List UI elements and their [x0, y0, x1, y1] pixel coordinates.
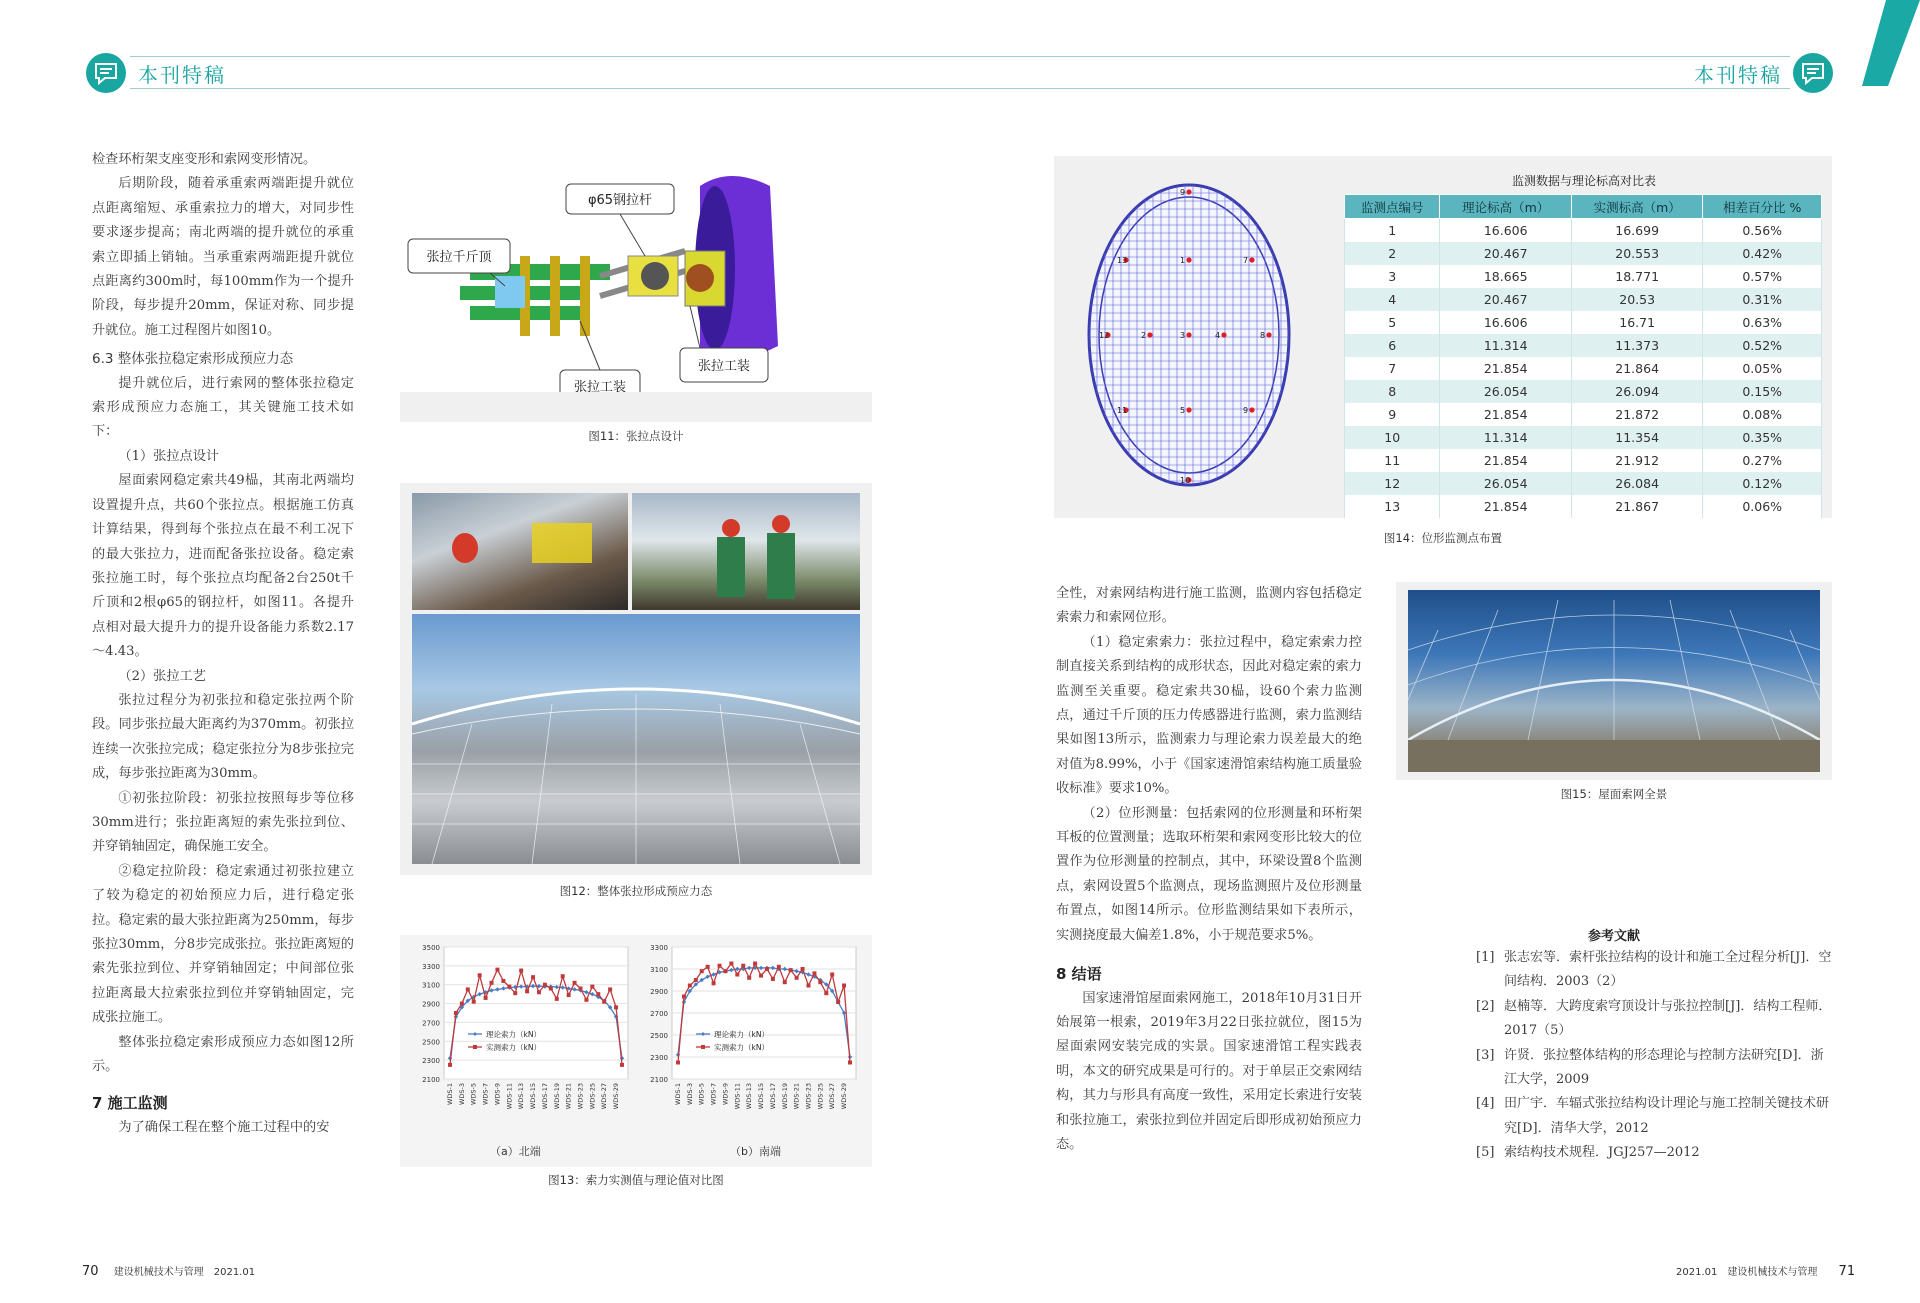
subheading: （1）张拉点设计: [118, 448, 220, 464]
table-cell: 21.854: [1440, 403, 1571, 426]
reference-number: [3]: [1476, 1047, 1495, 1063]
x-tick-label: WDS-27: [600, 1083, 609, 1110]
table-row: [1345, 380, 1822, 403]
table-cell: 18.665: [1440, 265, 1571, 288]
table-row: [1345, 219, 1822, 243]
table-cell: 26.094: [1571, 380, 1702, 403]
table-row: [1345, 357, 1822, 380]
data-point-measured: [507, 985, 511, 989]
table-cell: 4: [1345, 288, 1440, 311]
page-number-right: 71: [1838, 1264, 1856, 1279]
table-cell: 8: [1345, 380, 1440, 403]
table-cell: 0.15%: [1703, 380, 1822, 403]
data-point-measured: [573, 981, 577, 985]
data-point-measured: [747, 976, 751, 980]
table-cell: 11.314: [1440, 334, 1571, 357]
table-row: [1345, 426, 1822, 449]
page-number-left: 70: [82, 1264, 99, 1279]
table-cell: 16.606: [1440, 311, 1571, 334]
figure-15-caption: 图15：屋面索网全景: [1560, 787, 1668, 801]
x-tick-label: WDS-25: [588, 1083, 597, 1110]
table-cell: 5: [1345, 311, 1440, 334]
table-cell: 26.054: [1440, 380, 1571, 403]
section-heading: 8 结语: [1056, 965, 1102, 984]
table-cell: 20.467: [1440, 288, 1571, 311]
table-cell: 21.854: [1440, 495, 1571, 518]
x-tick-label: WDS-11: [733, 1083, 742, 1110]
x-tick-label: WDS-21: [564, 1083, 573, 1110]
left-text-column: [92, 148, 354, 1140]
monitoring-point: [1266, 332, 1271, 337]
table-header: 理论标高（m）: [1440, 195, 1571, 219]
table-header: 相差百分比 %: [1703, 195, 1822, 219]
x-tick-label: WDS-1: [674, 1083, 682, 1106]
reference-text: 张志宏等．索杆张拉结构的设计和施工全过程分析[J]．空间结构．2003（2）: [1504, 950, 1832, 990]
monitoring-point-label: 5: [1180, 406, 1186, 415]
data-point-measured: [531, 975, 535, 979]
data-point-measured: [848, 1061, 852, 1065]
y-tick-label: 2500: [650, 1032, 668, 1040]
legend-label: 理论索力（kN）: [714, 1030, 769, 1039]
x-tick-label: WDS-27: [828, 1083, 837, 1110]
legend-marker: [473, 1045, 477, 1049]
y-tick-label: 2500: [422, 1038, 440, 1047]
label-jack: 张拉千斤顶: [426, 250, 492, 265]
data-point-measured: [495, 968, 499, 972]
table-cell: 10: [1345, 426, 1440, 449]
data-point-measured: [795, 976, 799, 980]
label-tool-1: 张拉工装: [573, 380, 627, 392]
table-row: [1345, 242, 1822, 265]
paragraph: 后期阶段，随着承重索两端距提升就位点距离缩短、承重索拉力的增大，对同步性要求逐步提高；南北两端的提升就位的承重索立即插上销轴。当承重索两端距提升就位点距离约300m时，每100mm作为一个提升阶段，每步提升20mm，保证对称、同步提升就位。施工过程图片如图10。: [92, 176, 354, 338]
monitoring-point: [1249, 257, 1254, 262]
data-point-measured: [519, 969, 523, 973]
x-tick-label: WDS-7: [709, 1083, 718, 1106]
monitoring-point: [1186, 257, 1191, 262]
data-point-measured: [830, 973, 834, 977]
paragraph: （1）稳定索索力：张拉过程中，稳定索索力控制直接关系到结构的成形状态，因此对稳定索的索力监测至关重要。稳定索共30榀，设60个索力监测点，通过千斤顶的压力传感器进行监测，索力监测结果如图13所示，监测索力与理论索力误差最大的绝对值为8.99%，小于《国家速滑馆索结构施工质量验收标准》要求10%。: [1056, 634, 1362, 797]
figure-13-caption: 图13：索力实测值与理论值对比图: [548, 1173, 724, 1187]
table-cell: 0.27%: [1703, 449, 1822, 472]
paragraph: 全性，对索网结构进行施工监测，监测内容包括稳定索索力和索网位形。: [1056, 586, 1362, 626]
table-cell: 0.52%: [1703, 334, 1822, 357]
data-point-measured: [694, 978, 698, 982]
table-cell: 0.56%: [1703, 219, 1822, 243]
paragraph: 屋面索网稳定索共49榀，其南北两端均设置提升点，共60个张拉点。根据施工仿真计算结果，得到每个张拉点在最不利工况下的最大张拉力，进而配备张拉设备。稳定索张拉施工时，每个张拉点均配备2台250t千斤顶和2根φ65的钢拉杆，如图11。各提升点相对最大提升力的提升设备能力系数2.17～4.43。: [92, 473, 354, 660]
figure-14: [1054, 156, 1832, 518]
references-title: 参考文献: [1587, 929, 1640, 944]
header-title-right: 本刊特稿: [1694, 63, 1782, 87]
monitoring-point: [1186, 332, 1191, 337]
table-cell: 20.467: [1440, 242, 1571, 265]
chart-south: [636, 939, 864, 1139]
table-cell: 26.084: [1571, 472, 1702, 495]
reference-text: 索结构技术规程．JGJ257—2012: [1504, 1145, 1700, 1161]
x-tick-label: WDS-9: [493, 1083, 502, 1106]
plot-area: [444, 947, 628, 1079]
data-point-measured: [513, 991, 517, 995]
table-cell: 11: [1345, 449, 1440, 472]
reference-text: 许贤．张拉整体结构的形态理论与控制方法研究[D]．浙江大学，2009: [1504, 1047, 1824, 1088]
paragraph: （2）位形测量：包括索网的位形测量和环桁架耳板的位置测量；选取环桁架和索网变形比较大的位置作为位形测量的控制点，其中，环梁设置8个监测点，索网设置5个监测点，现场监测照片及位形测量布置点，如图14所示。位形监测结果如下表所示，实测挠度最大偏差1.8%，小于规范要求5%。: [1056, 805, 1362, 943]
monitoring-point-label: 8: [1260, 331, 1266, 340]
table-cell: 7: [1345, 357, 1440, 380]
table-cell: 26.054: [1440, 472, 1571, 495]
legend-marker: [701, 1045, 705, 1049]
table-cell: 11.354: [1571, 426, 1702, 449]
data-point-measured: [729, 962, 733, 966]
paragraph: ②稳定拉阶段：稳定索通过初张拉建立了较为稳定的初始预应力后，进行稳定张拉。稳定索的最大张拉距离为250mm，每步张拉30mm，分8步完成张拉。张拉距离短的索先张拉到位、并穿销轴固定；中间部位张拉距离最大拉索张拉到位并穿销轴固定，完成张拉施工。: [92, 863, 354, 1026]
data-point-measured: [700, 969, 704, 973]
monitoring-table-title: 监测数据与理论标高对比表: [1511, 174, 1656, 188]
data-point-measured: [783, 980, 787, 984]
reference-text: 田广宇．车辐式张拉结构设计理论与施工控制关键技术研究[D]．清华大学，2012: [1504, 1096, 1830, 1136]
data-point-measured: [801, 967, 805, 971]
data-point-measured: [741, 964, 745, 968]
data-point-measured: [676, 1061, 680, 1065]
table-cell: 21.854: [1440, 449, 1571, 472]
construction-photo: [632, 493, 860, 610]
data-point-measured: [448, 1063, 452, 1067]
x-tick-label: WDS-13: [745, 1083, 754, 1110]
corner-stripe-decoration: [1848, 0, 1920, 90]
data-point-measured: [818, 980, 822, 984]
figure-13: [400, 935, 872, 1167]
tension-point-diagram: [400, 156, 872, 392]
table-cell: 2: [1345, 242, 1440, 265]
y-tick-label: 3100: [422, 981, 440, 990]
y-tick-label: 3100: [650, 966, 668, 974]
table-cell: 6: [1345, 334, 1440, 357]
monitoring-point-label: 9: [1180, 188, 1186, 197]
reference-item: [1476, 1044, 1832, 1093]
data-point-measured: [682, 995, 686, 999]
table-cell: 0.42%: [1703, 242, 1822, 265]
table-cell: 11.373: [1571, 334, 1702, 357]
table-row: [1345, 288, 1822, 311]
table-cell: 21.854: [1440, 357, 1571, 380]
data-point-measured: [472, 1000, 476, 1004]
monitoring-point-label: 4: [1215, 331, 1221, 340]
paragraph: 检查环桁架支座变形和索网变形情况。: [92, 152, 317, 167]
data-point-measured: [501, 979, 505, 983]
data-point-measured: [806, 984, 810, 988]
column-logo-icon-right: [1793, 53, 1833, 93]
x-tick-label: WDS-9: [721, 1083, 730, 1106]
data-point-measured: [735, 973, 739, 977]
cable-net-photo: [412, 614, 860, 864]
reference-item: [1476, 1141, 1832, 1165]
table-cell: 0.35%: [1703, 426, 1822, 449]
reference-number: [1]: [1476, 950, 1495, 965]
x-tick-label: WDS-3: [457, 1083, 466, 1106]
journal-issue-right: 2021.01 建设机械技术与管理: [1676, 1267, 1818, 1278]
x-tick-label: WDS-11: [505, 1083, 514, 1110]
table-row: [1345, 265, 1822, 288]
table-cell: 0.06%: [1703, 495, 1822, 518]
x-tick-label: WDS-15: [529, 1083, 538, 1110]
y-tick-label: 2900: [422, 1000, 440, 1009]
x-tick-label: WDS-23: [804, 1083, 813, 1110]
monitoring-point-label: 13: [1117, 256, 1128, 265]
paragraph: 提升就位后，进行索网的整体张拉稳定索形成预应力态施工，其关键施工技术如下：: [92, 375, 354, 440]
table-row: [1345, 403, 1822, 426]
section-heading: 6.3 整体张拉稳定索形成预应力态: [92, 351, 294, 368]
reference-number: [4]: [1476, 1096, 1495, 1112]
y-tick-label: 2300: [650, 1054, 668, 1062]
label-tool-2: 张拉工装: [697, 359, 751, 374]
header-rule: [130, 56, 1790, 57]
data-point-measured: [753, 962, 757, 966]
table-row: [1345, 472, 1822, 495]
table-cell: 16.606: [1440, 219, 1571, 243]
x-tick-label: WDS-25: [816, 1083, 825, 1110]
data-point-measured: [614, 1005, 618, 1009]
figure-11: [400, 156, 872, 422]
monitoring-point: [1186, 407, 1191, 412]
data-point-measured: [608, 987, 612, 991]
data-point-measured: [490, 981, 494, 985]
y-tick-label: 2100: [422, 1076, 440, 1084]
data-point-measured: [578, 986, 582, 990]
figure-14-caption: 图14：位形监测点布置: [1383, 531, 1503, 545]
x-tick-label: WDS-19: [552, 1083, 561, 1110]
data-point-measured: [561, 974, 565, 978]
table-cell: 3: [1345, 265, 1440, 288]
table-cell: 18.771: [1571, 265, 1702, 288]
column-logo-icon-left: [86, 53, 126, 93]
data-point-measured: [620, 1063, 624, 1067]
table-cell: 20.553: [1571, 242, 1702, 265]
monitoring-point-label: 9: [1243, 406, 1249, 415]
references-list: [1476, 946, 1832, 1166]
paragraph: 张拉过程分为初张拉和稳定张拉两个阶段。同步张拉最大距离约为370mm。初张拉连续一次张拉完成；稳定张拉分为8步张拉完成，每步张拉距离为30mm。: [92, 692, 354, 782]
table-cell: 1: [1345, 219, 1440, 243]
monitoring-point-label: 2: [1141, 331, 1147, 340]
x-tick-label: WDS-3: [685, 1083, 694, 1106]
table-row: [1345, 495, 1822, 518]
table-header: 监测点编号: [1345, 195, 1440, 219]
data-point-measured: [484, 996, 488, 1000]
header-rule: [130, 88, 1790, 89]
header-title-left: 本刊特稿: [138, 63, 226, 87]
y-tick-label: 2300: [422, 1057, 440, 1066]
table-cell: 0.63%: [1703, 311, 1822, 334]
reference-number: [2]: [1476, 998, 1495, 1014]
x-tick-label: WDS-23: [576, 1083, 585, 1110]
x-tick-label: WDS-7: [481, 1083, 490, 1106]
footer-right: [1676, 1263, 1855, 1279]
table-cell: 21.912: [1571, 449, 1702, 472]
y-tick-label: 3500: [422, 944, 440, 952]
y-tick-label: 3300: [422, 962, 440, 971]
y-tick-label: 2900: [650, 988, 668, 996]
data-point-measured: [789, 968, 793, 972]
table-cell: 13: [1345, 495, 1440, 518]
data-point-measured: [712, 981, 716, 985]
table-cell: 21.872: [1571, 403, 1702, 426]
data-point-measured: [706, 965, 710, 969]
legend-label: 理论索力（kN）: [486, 1030, 541, 1039]
y-tick-label: 2100: [650, 1076, 668, 1084]
data-point-measured: [525, 989, 529, 993]
y-tick-label: 2700: [422, 1019, 440, 1028]
data-point-measured: [543, 983, 547, 987]
x-tick-label: WDS-15: [757, 1083, 766, 1110]
data-point-measured: [602, 1000, 606, 1004]
data-point-measured: [765, 967, 769, 971]
data-point-measured: [771, 977, 775, 981]
table-cell: 0.31%: [1703, 288, 1822, 311]
x-tick-label: WDS-17: [768, 1083, 777, 1110]
monitoring-point-label: 11: [1117, 406, 1128, 415]
legend-label: 实测索力（kN）: [486, 1043, 541, 1052]
paragraph: ①初张拉阶段：初张拉按照每步等位移30mm进行；张拉距离短的索先张拉到位、并穿销轴固定，确保施工安全。: [92, 790, 354, 855]
data-point-measured: [723, 969, 727, 973]
x-tick-label: WDS-17: [540, 1083, 549, 1110]
data-point-measured: [478, 973, 482, 977]
monitoring-point-layout: [1084, 180, 1294, 490]
chart-a-subtitle: （a）北端: [490, 1145, 541, 1158]
figure-11-caption: 图11：张拉点设计: [588, 429, 684, 443]
data-point-measured: [688, 984, 692, 988]
data-point-measured: [466, 987, 470, 991]
y-tick-label: 2700: [650, 1010, 668, 1018]
monitoring-point: [1186, 189, 1191, 194]
data-point-measured: [777, 965, 781, 969]
data-point-measured: [454, 1011, 458, 1015]
chart-b-subtitle: （b）南端: [730, 1145, 781, 1158]
data-point-measured: [555, 997, 559, 1001]
footer-left: [82, 1263, 255, 1279]
x-tick-label: WDS-19: [780, 1083, 789, 1110]
table-cell: 16.699: [1571, 219, 1702, 243]
monitoring-point-label: 3: [1180, 331, 1186, 340]
monitoring-table: [1344, 194, 1822, 518]
table-cell: 0.12%: [1703, 472, 1822, 495]
table-cell: 20.53: [1571, 288, 1702, 311]
table-cell: 21.864: [1571, 357, 1702, 380]
reference-number: [5]: [1476, 1145, 1495, 1161]
data-point-measured: [584, 998, 588, 1002]
data-point-measured: [460, 1002, 464, 1006]
paragraph: 国家速滑馆屋面索网施工，2018年10月31日开始展第一根索，2019年3月22日张拉就位，图15为屋面索网安装完成的实景。国家速滑馆工程实践表明，本文的研究成果是可行的。对于单层正交索网结构，其力与形具有高度一致性，采用定长索进行安装和张拉施工，索张拉到位并固定后即形成初始预应力态。: [1056, 990, 1362, 1152]
section-heading: 7 施工监测: [92, 1094, 168, 1113]
figure-12-caption: 图12：整体张拉形成预应力态: [559, 884, 713, 898]
chart-north: [408, 939, 636, 1139]
data-point-measured: [567, 993, 571, 997]
journal-issue-left: 建设机械技术与管理 2021.01: [113, 1267, 256, 1278]
x-tick-label: WDS-5: [469, 1083, 478, 1106]
table-cell: 11.314: [1440, 426, 1571, 449]
monitoring-point: [1147, 332, 1152, 337]
legend-label: 实测索力（kN）: [714, 1043, 769, 1052]
table-cell: 0.08%: [1703, 403, 1822, 426]
table-cell: 0.57%: [1703, 265, 1822, 288]
table-row: [1345, 449, 1822, 472]
reference-item: [1476, 946, 1832, 995]
x-tick-label: WDS-21: [792, 1083, 801, 1110]
paragraph: 整体张拉稳定索形成预应力态如图12所示。: [92, 1034, 354, 1075]
table-row: [1345, 311, 1822, 334]
figure-15: [1396, 582, 1832, 780]
table-header: 实测标高（m）: [1571, 195, 1702, 219]
label-rod: φ65钢拉杆: [587, 193, 653, 208]
data-point-measured: [812, 971, 816, 975]
construction-photo: [412, 493, 628, 610]
data-point-measured: [596, 992, 600, 996]
data-point-measured: [836, 1000, 840, 1004]
monitoring-point-label: 7: [1243, 256, 1249, 265]
data-point-measured: [842, 984, 846, 988]
monitoring-point-label: 12: [1099, 331, 1110, 340]
x-tick-label: WDS-13: [517, 1083, 526, 1110]
table-cell: 12: [1345, 472, 1440, 495]
middle-text-column: [1056, 582, 1362, 1157]
x-tick-label: WDS-5: [697, 1083, 706, 1106]
reference-item: [1476, 1092, 1832, 1141]
x-tick-label: WDS-29: [612, 1083, 621, 1110]
table-row: [1345, 334, 1822, 357]
x-tick-label: WDS-1: [446, 1083, 454, 1106]
figure-12: [400, 483, 872, 875]
data-point-measured: [824, 991, 828, 995]
data-point-measured: [718, 964, 722, 968]
data-point-measured: [549, 986, 553, 990]
paragraph: 为了确保工程在整个施工过程中的安: [118, 1119, 330, 1135]
monitoring-point-label: 10: [1180, 476, 1191, 485]
reference-item: [1476, 995, 1832, 1044]
table-cell: 9: [1345, 403, 1440, 426]
x-tick-label: WDS-29: [840, 1083, 849, 1110]
y-tick-label: 3300: [650, 944, 668, 952]
subheading: （2）张拉工艺: [118, 668, 206, 684]
table-cell: 16.71: [1571, 311, 1702, 334]
monitoring-point: [1221, 332, 1226, 337]
monitoring-point-label: 1: [1180, 256, 1186, 265]
roof-panorama-photo: [1408, 590, 1820, 772]
monitoring-point: [1249, 407, 1254, 412]
table-cell: 21.867: [1571, 495, 1702, 518]
data-point-measured: [537, 990, 541, 994]
data-point-measured: [590, 985, 594, 989]
table-cell: 0.05%: [1703, 357, 1822, 380]
data-point-measured: [759, 974, 763, 978]
reference-text: 赵楠等．大跨度索穹顶设计与张拉控制[J]．结构工程师．2017（5）: [1504, 998, 1832, 1039]
